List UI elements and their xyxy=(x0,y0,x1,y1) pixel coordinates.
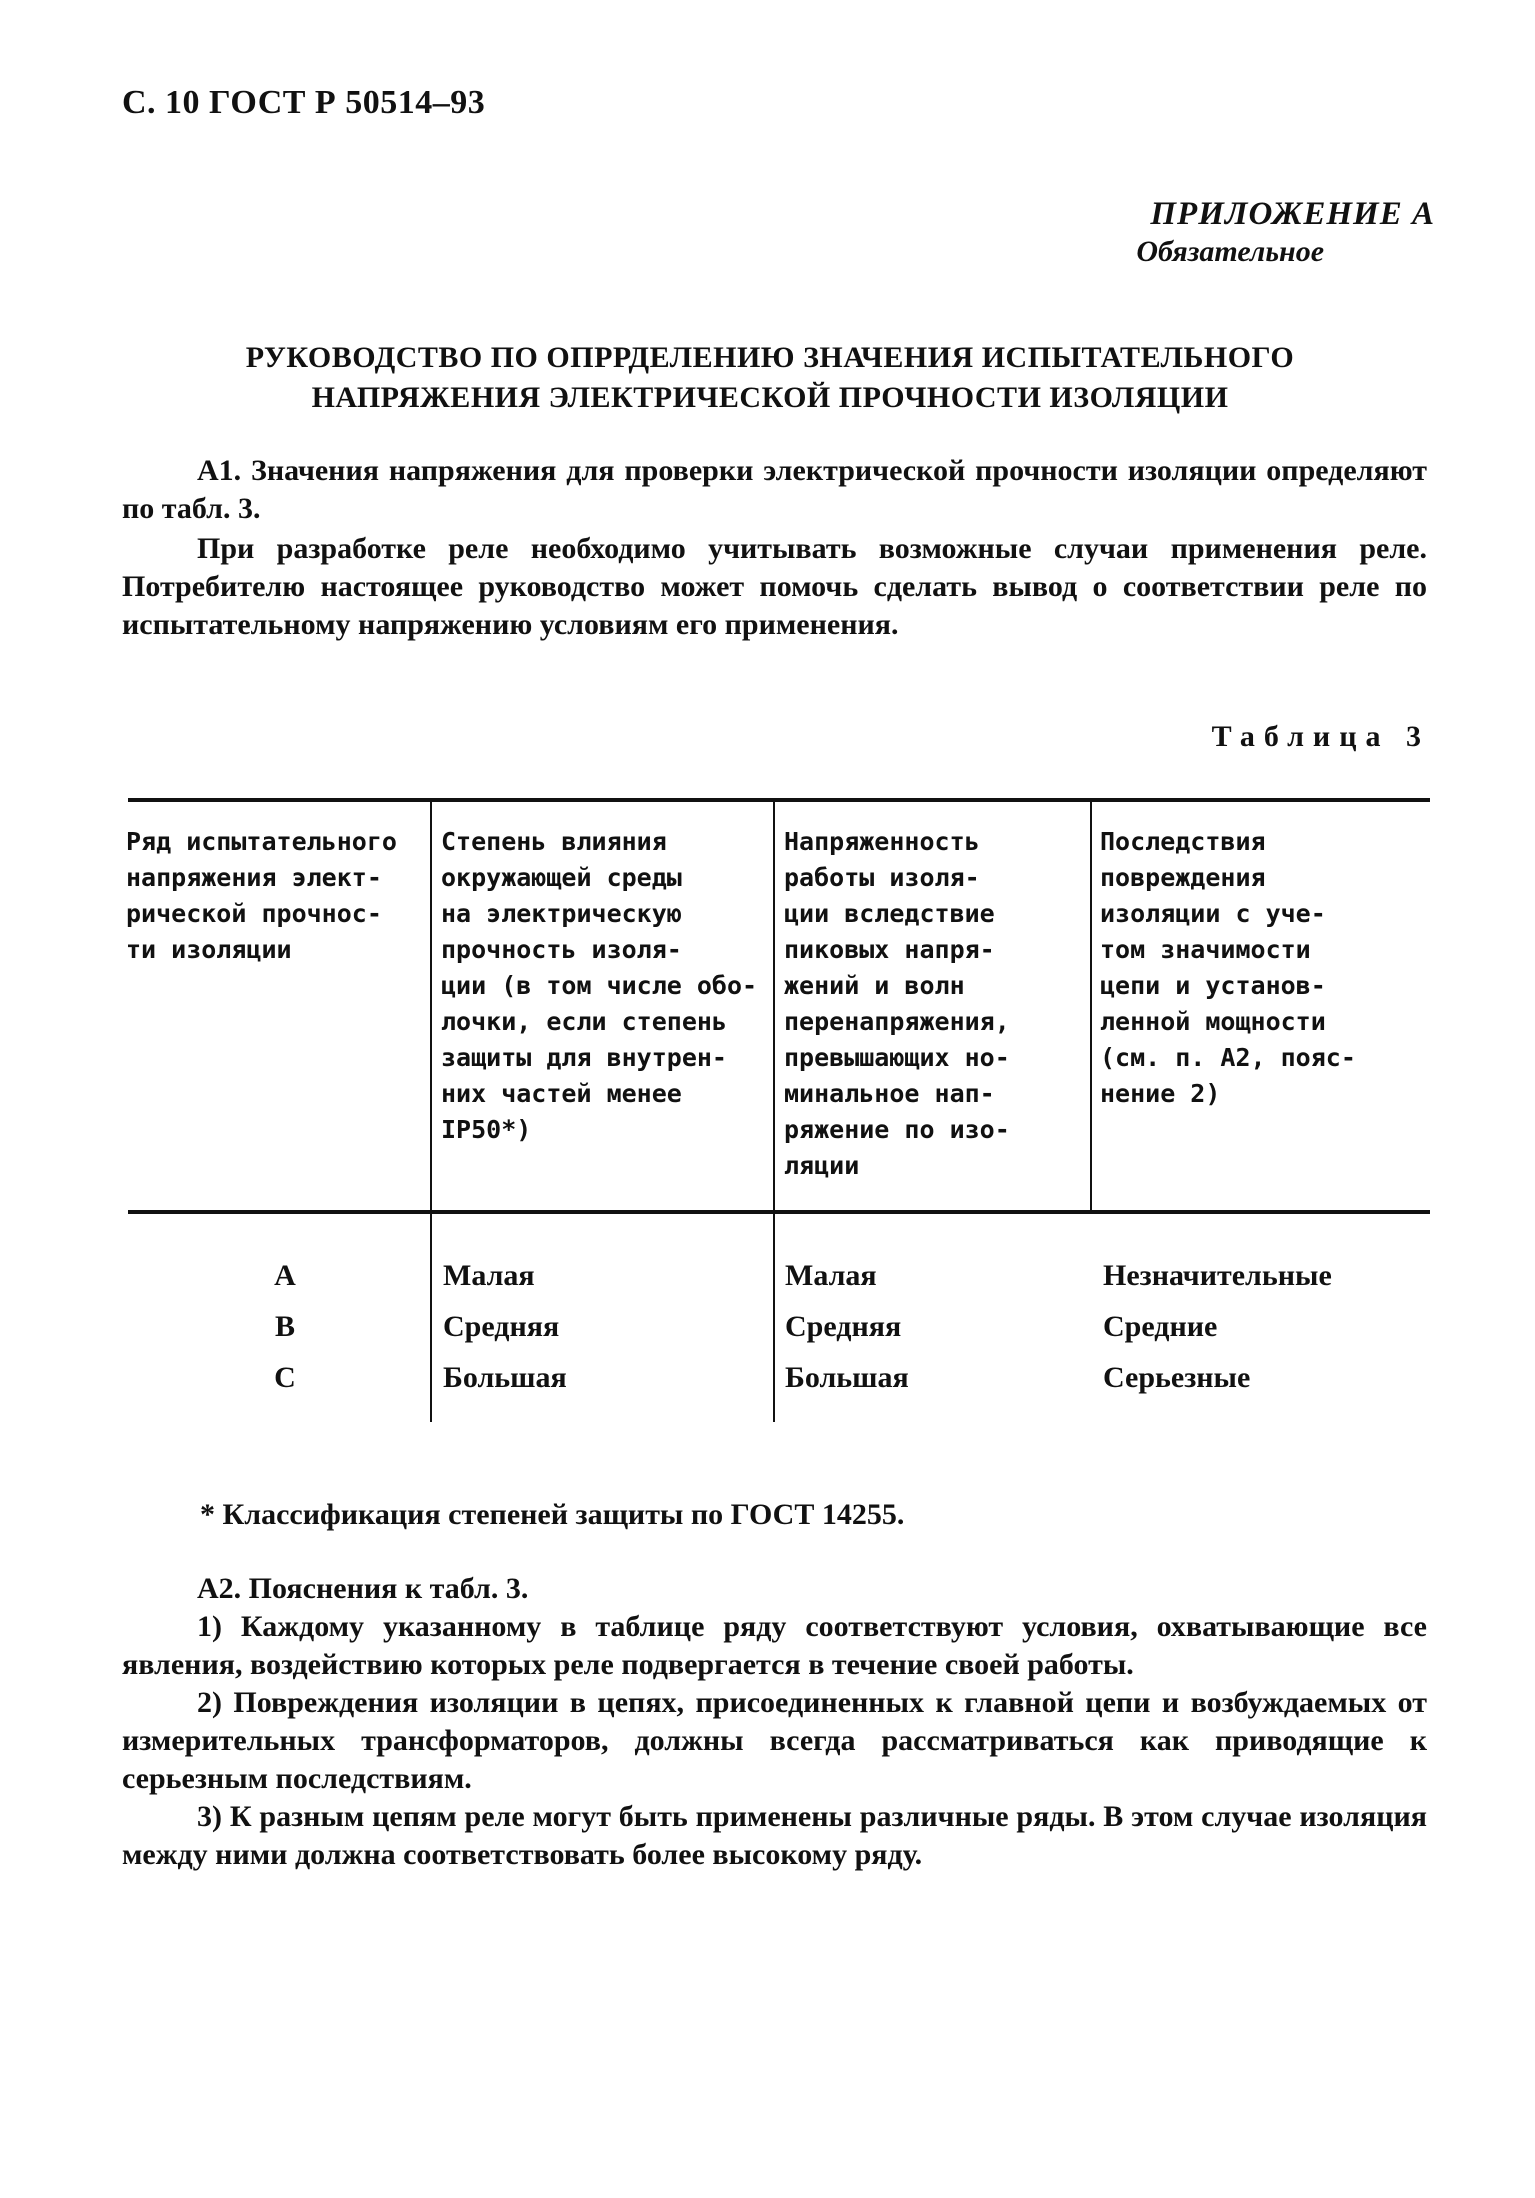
table-label: Таблица 3 xyxy=(1211,720,1430,753)
table-column-divider-2 xyxy=(773,800,775,1422)
table-cell-consequences: Серьезные xyxy=(1103,1361,1251,1394)
document-title-line-2: НАПРЯЖЕНИЯ ЭЛЕКТРИЧЕСКОЙ ПРОЧНОСТИ ИЗОЛЯЦИИ xyxy=(311,381,1229,414)
table-header-rule xyxy=(128,1210,1430,1214)
table-header-stress: Напряженность работы изоля- ции вследствие пиковых напря- жений и волн перенапряжения, превышающих но- минальное нап- ряжение по изо- ляции xyxy=(784,827,1010,1180)
table-cell-stress: Средняя xyxy=(785,1310,902,1343)
table-cell-series: С xyxy=(274,1361,296,1394)
explanations-title: А2. Пояснения к табл. 3. xyxy=(197,1572,529,1605)
table-header-series: Ряд испытательного напряжения элект- рической прочнос- ти изоляции xyxy=(126,827,397,964)
table-cell-environment: Средняя xyxy=(443,1310,560,1343)
table-cell-environment: Малая xyxy=(443,1259,535,1292)
appendix-label xyxy=(1136,196,1435,269)
table-cell-series: В xyxy=(274,1310,295,1343)
explanation-item-1: 1) Каждому указанному в таблице ряду соответствуют условия, охватывающие все явления, воздействию которых реле подвергается в течение своей работы. xyxy=(122,1610,1427,1681)
appendix-title: ПРИЛОЖЕНИЕ А xyxy=(1150,196,1435,232)
table-header-environment: Степень влияния окружающей среды на электрическую прочность изоля- ции (в том числе обо- лочки, если степень защиты для внутрен- них частей менее IP50*) xyxy=(441,827,758,1144)
table-column-divider-3 xyxy=(1090,800,1092,1212)
table-cell-stress: Большая xyxy=(785,1361,909,1394)
explanation-item-2: 2) Повреждения изоляции в цепях, присоединенных к главной цепи и возбуждаемых от измерительных трансформаторов, должны всегда рассматриваться как приводящие к серьезным последствиям. xyxy=(122,1686,1427,1795)
document-title xyxy=(150,338,1390,418)
document-title-line-1: РУКОВОДСТВО ПО ОПРРДЕЛЕНИЮ ЗНАЧЕНИЯ ИСПЫТАТЕЛЬНОГО xyxy=(245,341,1295,374)
appendix-subtitle: Обязательное xyxy=(1136,235,1325,268)
table-footnote: * Классификация степеней защиты по ГОСТ 14255. xyxy=(200,1498,905,1531)
intro-paragraph-1: А1. Значения напряжения для проверки электрической прочности изоляции определяют по табл. 3. xyxy=(122,454,1427,525)
page-header: С. 10 ГОСТ Р 50514–93 xyxy=(122,84,486,121)
table-cell-consequences: Средние xyxy=(1103,1310,1218,1343)
table-cell-series: А xyxy=(274,1259,296,1292)
intro-paragraph-2: При разработке реле необходимо учитывать возможные случаи применения реле. Потребителю настоящее руководство может помочь сделать вывод о соответствии реле по испытательному напряжению условиям его применения. xyxy=(122,532,1427,641)
table-header-consequences: Последствия повреждения изоляции с уче- том значимости цепи и установ- ленной мощности (см. п. А2, пояс- нение 2) xyxy=(1100,827,1356,1108)
table-top-rule xyxy=(128,798,1430,802)
explanation-item-3: 3) К разным цепям реле могут быть применены различные ряды. В этом случае изоляция между ними должна соответствовать более высокому ряду. xyxy=(122,1800,1427,1871)
table-cell-stress: Малая xyxy=(785,1259,877,1292)
table-column-divider-1 xyxy=(430,800,432,1422)
table-cell-consequences: Незначительные xyxy=(1103,1259,1332,1292)
table-cell-environment: Большая xyxy=(443,1361,567,1394)
